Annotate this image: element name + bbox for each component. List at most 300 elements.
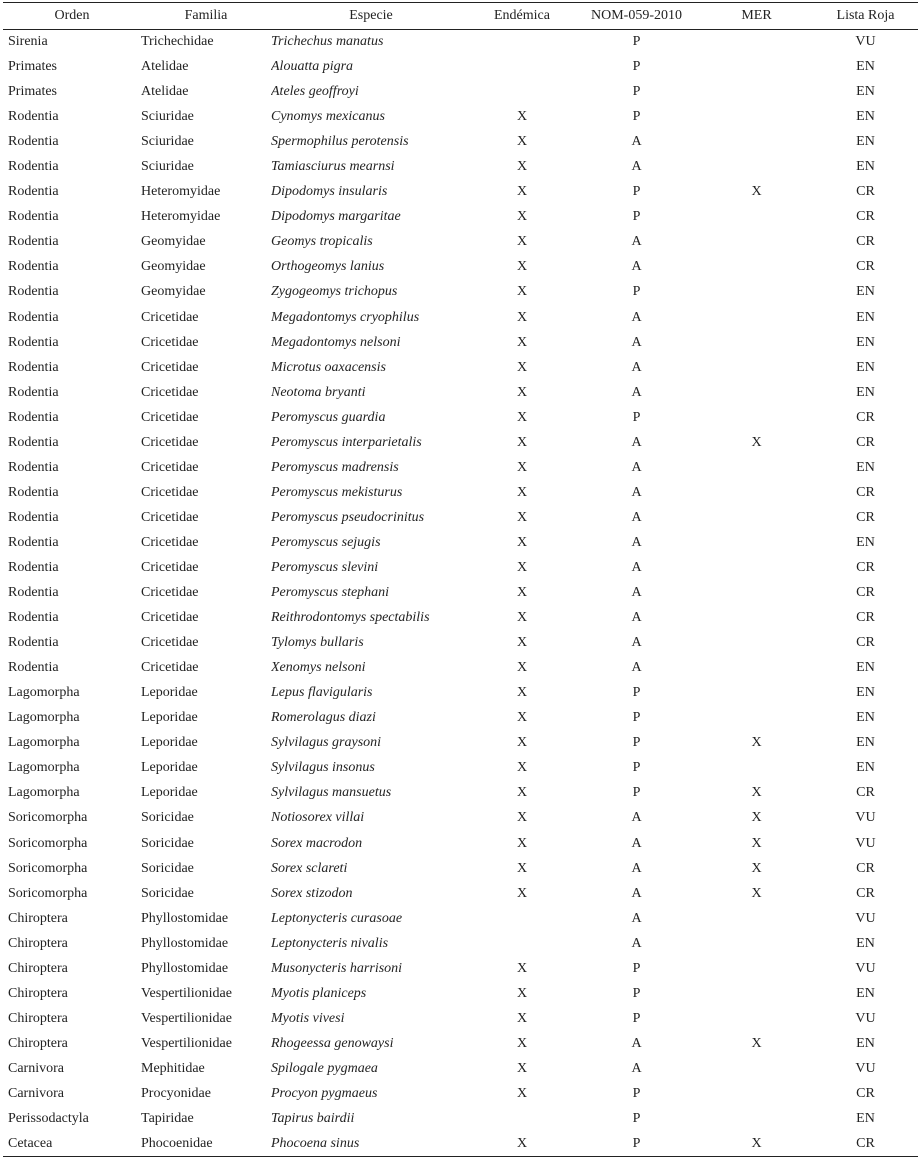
- orden-cell: Chiroptera: [8, 1010, 68, 1026]
- mer-cell: [700, 55, 813, 80]
- lista-roja-cell: VU: [855, 1060, 876, 1076]
- nom-cell: A: [631, 484, 642, 500]
- table-row: [3, 831, 918, 856]
- orden-cell: Rodentia: [8, 184, 59, 200]
- table-row: [3, 205, 918, 230]
- lista-roja-cell: EN: [856, 359, 875, 375]
- lista-roja-cell: EN: [856, 685, 875, 701]
- endemica-cell: X: [516, 810, 528, 826]
- lista-roja-cell: EN: [856, 534, 875, 550]
- mer-cell: [700, 505, 813, 530]
- endemica-cell: X: [516, 459, 528, 475]
- header-row: [3, 3, 918, 30]
- familia-cell: Cricetidae: [141, 610, 199, 626]
- mer-cell: [700, 681, 813, 706]
- familia-cell: Soricidae: [141, 885, 194, 901]
- familia-cell: Geomyidae: [141, 234, 206, 250]
- nom-cell: P: [632, 34, 641, 50]
- table-row: [3, 355, 918, 380]
- especie-cell: Rhogeessa genowaysi: [271, 1035, 394, 1051]
- table-row: [3, 430, 918, 455]
- orden-cell: Lagomorpha: [8, 785, 80, 801]
- endemica-cell: X: [516, 610, 528, 626]
- especie-cell: Zygogeomys trichopus: [271, 284, 398, 300]
- lista-roja-cell: EN: [856, 159, 875, 175]
- endemica-cell: X: [516, 134, 528, 150]
- endemica-cell: [471, 1107, 573, 1132]
- mer-cell: [700, 1081, 813, 1106]
- orden-cell: Rodentia: [8, 509, 59, 525]
- lista-roja-cell: EN: [856, 1035, 875, 1051]
- nom-cell: P: [632, 109, 641, 125]
- endemica-cell: X: [516, 885, 528, 901]
- especie-cell: Sylvilagus insonus: [271, 760, 375, 776]
- orden-cell: Rodentia: [8, 284, 59, 300]
- especie-cell: Leptonycteris nivalis: [271, 935, 389, 951]
- nom-cell: P: [632, 184, 641, 200]
- table-row: [3, 706, 918, 731]
- especie-cell: Xenomys nelsoni: [271, 660, 366, 676]
- lista-roja-cell: CR: [856, 885, 875, 901]
- especie-cell: Sylvilagus mansuetus: [271, 785, 392, 801]
- nom-cell: A: [631, 534, 642, 550]
- lista-roja-cell: EN: [856, 284, 875, 300]
- nom-cell: P: [632, 209, 641, 225]
- especie-cell: Sylvilagus graysoni: [271, 735, 382, 751]
- orden-cell: Soricomorpha: [8, 810, 88, 826]
- header-mer: MER: [700, 3, 813, 30]
- especie-cell: Phocoena sinus: [271, 1132, 471, 1157]
- endemica-cell: X: [516, 434, 528, 450]
- mer-cell: [700, 706, 813, 731]
- table-row: [3, 80, 918, 105]
- lista-roja-cell: EN: [856, 935, 875, 951]
- nom-cell: P: [632, 59, 641, 75]
- orden-cell: Rodentia: [8, 560, 59, 575]
- orden-cell: Soricomorpha: [8, 860, 88, 876]
- mer-cell: [700, 931, 813, 956]
- familia-cell: Cricetidae: [141, 484, 199, 500]
- especie-cell: Tylomys bullaris: [271, 635, 364, 651]
- familia-cell: Cricetidae: [141, 635, 199, 651]
- familia-cell: Leporidae: [141, 735, 198, 751]
- lista-roja-cell: CR: [856, 209, 875, 225]
- nom-cell: A: [631, 560, 642, 575]
- orden-cell: Cetacea: [3, 1132, 141, 1157]
- mer-cell: [700, 280, 813, 305]
- lista-roja-cell: CR: [856, 1085, 875, 1101]
- lista-roja-cell: VU: [855, 1010, 876, 1026]
- lista-roja-cell: CR: [856, 184, 875, 200]
- nom-cell: P: [632, 960, 641, 976]
- familia-cell: Tapiridae: [141, 1111, 194, 1127]
- orden-cell: Rodentia: [8, 635, 59, 651]
- orden-cell: Chiroptera: [8, 960, 68, 976]
- endemica-cell: X: [516, 635, 528, 651]
- table-row: [3, 480, 918, 505]
- orden-cell: Rodentia: [8, 409, 59, 425]
- mer-cell: [700, 380, 813, 405]
- table-row: [3, 380, 918, 405]
- table-row: [3, 781, 918, 806]
- lista-roja-cell: CR: [856, 234, 875, 250]
- endemica-cell: X: [516, 334, 528, 350]
- orden-cell: Rodentia: [8, 384, 59, 400]
- familia-cell: Cricetidae: [141, 459, 199, 475]
- mer-cell: [700, 30, 813, 55]
- header-endemica: Endémica: [471, 3, 573, 30]
- lista-roja-cell: EN: [856, 309, 875, 325]
- familia-cell: Soricidae: [141, 810, 194, 826]
- nom-cell: P: [632, 985, 641, 1001]
- table-row: [3, 731, 918, 756]
- table-row: [3, 55, 918, 80]
- table-row: [3, 681, 918, 706]
- table-row: [3, 1056, 918, 1081]
- lista-roja-cell: CR: [856, 509, 875, 525]
- mer-cell: [700, 530, 813, 555]
- orden-cell: Rodentia: [8, 209, 59, 225]
- endemica-cell: [471, 80, 573, 105]
- table-row: [3, 105, 918, 130]
- table-row: [3, 455, 918, 480]
- endemica-cell: [471, 55, 573, 80]
- nom-cell: A: [631, 835, 642, 851]
- familia-cell: Sciuridae: [141, 109, 194, 125]
- familia-cell: Leporidae: [141, 685, 198, 701]
- lista-roja-cell: EN: [856, 334, 875, 350]
- familia-cell: Vespertilionidae: [141, 985, 232, 1001]
- orden-cell: Rodentia: [8, 434, 59, 450]
- especie-cell: Peromyscus interparietalis: [271, 434, 422, 450]
- orden-cell: Rodentia: [8, 484, 59, 500]
- nom-cell: A: [631, 885, 642, 901]
- mer-cell: [700, 230, 813, 255]
- lista-roja-cell: EN: [856, 134, 875, 150]
- mer-cell: [700, 105, 813, 130]
- mer-cell: [700, 606, 813, 631]
- familia-cell: Leporidae: [141, 760, 198, 776]
- orden-cell: Rodentia: [8, 459, 59, 475]
- endemica-cell: X: [516, 384, 528, 400]
- orden-cell: Chiroptera: [8, 910, 68, 926]
- header-nom-059-2010: NOM-059-2010: [573, 3, 700, 30]
- table-row: [3, 255, 918, 280]
- especie-cell: Procyon pygmaeus: [271, 1085, 378, 1101]
- nom-cell: P: [632, 735, 641, 751]
- endemica-cell: X: [516, 585, 528, 601]
- endemica-cell: X: [516, 234, 528, 250]
- mer-cell: [700, 405, 813, 430]
- table-row: [3, 155, 918, 180]
- orden-cell: Sirenia: [8, 34, 48, 50]
- orden-cell: Rodentia: [8, 259, 59, 275]
- lista-roja-cell: EN: [856, 384, 875, 400]
- endemica-cell: X: [471, 1132, 573, 1157]
- nom-cell: A: [631, 860, 642, 876]
- especie-cell: Geomys tropicalis: [271, 234, 373, 250]
- lista-roja-cell: EN: [856, 109, 875, 125]
- endemica-cell: X: [516, 860, 528, 876]
- table-row: [3, 230, 918, 255]
- mer-cell: [700, 480, 813, 505]
- especie-cell: Tapirus bairdii: [271, 1111, 355, 1127]
- especie-cell: Peromyscus mekisturus: [271, 484, 403, 500]
- nom-cell: A: [631, 1060, 642, 1076]
- familia-cell: Atelidae: [141, 84, 189, 100]
- familia-cell: Cricetidae: [141, 359, 199, 375]
- orden-cell: Lagomorpha: [8, 735, 80, 751]
- familia-cell: Phyllostomidae: [141, 935, 229, 951]
- mer-cell: [700, 1107, 813, 1132]
- mer-cell: [700, 631, 813, 656]
- orden-cell: Rodentia: [8, 109, 59, 125]
- nom-cell: P: [632, 685, 641, 701]
- mer-cell: X: [751, 835, 762, 851]
- especie-cell: Sorex macrodon: [271, 835, 363, 851]
- lista-roja-cell: VU: [855, 34, 876, 50]
- nom-cell: A: [631, 585, 642, 601]
- table-row: [3, 180, 918, 205]
- table-row: [3, 330, 918, 355]
- lista-roja-cell: CR: [856, 259, 875, 275]
- nom-cell: P: [632, 1085, 641, 1101]
- orden-cell: Lagomorpha: [8, 760, 80, 776]
- familia-cell: Cricetidae: [141, 534, 199, 550]
- especie-cell: Leptonycteris curasoae: [271, 910, 403, 926]
- nom-cell: A: [631, 309, 642, 325]
- familia-cell: Soricidae: [141, 860, 194, 876]
- familia-cell: Cricetidae: [141, 660, 199, 676]
- especie-cell: Peromyscus madrensis: [271, 459, 399, 475]
- familia-cell: Leporidae: [141, 785, 198, 801]
- nom-cell: A: [631, 810, 642, 826]
- especie-cell: Spermophilus perotensis: [271, 134, 409, 150]
- mer-cell: [700, 130, 813, 155]
- mer-cell: [700, 155, 813, 180]
- lista-roja-cell: EN: [856, 59, 875, 75]
- nom-cell: A: [631, 334, 642, 350]
- familia-cell: Cricetidae: [141, 384, 199, 400]
- table-row: [3, 756, 918, 781]
- endemica-cell: X: [516, 785, 528, 801]
- endemica-cell: X: [516, 534, 528, 550]
- lista-roja-cell: EN: [856, 710, 875, 726]
- table-row: [3, 1081, 918, 1106]
- familia-cell: Heteromyidae: [141, 209, 221, 225]
- nom-cell: P: [573, 1132, 700, 1157]
- nom-cell: A: [631, 384, 642, 400]
- mer-cell: [700, 80, 813, 105]
- lista-roja-cell: CR: [856, 610, 875, 626]
- especie-cell: Dipodomys insularis: [271, 184, 388, 200]
- familia-cell: Cricetidae: [141, 309, 199, 325]
- nom-cell: A: [631, 1035, 642, 1051]
- especie-cell: Spilogale pygmaea: [271, 1060, 378, 1076]
- nom-cell: P: [632, 1111, 641, 1127]
- especie-cell: Romerolagus diazi: [271, 710, 376, 726]
- mer-cell: [700, 956, 813, 981]
- nom-cell: P: [632, 84, 641, 100]
- mer-cell: X: [751, 735, 762, 751]
- familia-cell: Soricidae: [141, 835, 194, 851]
- table-row: [3, 856, 918, 881]
- especie-cell: Dipodomys margaritae: [271, 209, 401, 225]
- endemica-cell: X: [516, 685, 528, 701]
- familia-cell: Cricetidae: [141, 334, 199, 350]
- familia-cell: Geomyidae: [141, 259, 206, 275]
- orden-cell: Rodentia: [8, 334, 59, 350]
- table-row: [3, 606, 918, 631]
- especie-cell: Myotis vivesi: [271, 1010, 345, 1026]
- especie-cell: Reithrodontomys spectabilis: [271, 610, 430, 626]
- orden-cell: Perissodactyla: [8, 1111, 89, 1127]
- mer-cell: [700, 581, 813, 606]
- nom-cell: P: [632, 284, 641, 300]
- species-table: [3, 2, 918, 1157]
- mer-cell: X: [751, 885, 762, 901]
- table-row: [3, 881, 918, 906]
- endemica-cell: X: [516, 184, 528, 200]
- nom-cell: A: [631, 459, 642, 475]
- nom-cell: P: [632, 1010, 641, 1026]
- endemica-cell: [471, 30, 573, 55]
- lista-roja-cell: CR: [813, 1132, 918, 1157]
- endemica-cell: X: [516, 409, 528, 425]
- mer-cell: [700, 1006, 813, 1031]
- nom-cell: A: [631, 134, 642, 150]
- mer-cell: X: [700, 1132, 813, 1157]
- familia-cell: Cricetidae: [141, 560, 199, 575]
- table-row: [3, 1031, 918, 1056]
- especie-cell: Peromyscus pseudocrinitus: [271, 509, 425, 525]
- nom-cell: P: [632, 760, 641, 776]
- mer-cell: [700, 981, 813, 1006]
- endemica-cell: [471, 931, 573, 956]
- mer-cell: X: [751, 184, 762, 200]
- table-row: [3, 931, 918, 956]
- table-row: [3, 305, 918, 330]
- familia-cell: Phyllostomidae: [141, 960, 229, 976]
- endemica-cell: X: [516, 509, 528, 525]
- mer-cell: [700, 656, 813, 681]
- especie-cell: Megadontomys cryophilus: [271, 309, 420, 325]
- lista-roja-cell: CR: [856, 785, 875, 801]
- mer-cell: X: [751, 434, 762, 450]
- orden-cell: Rodentia: [8, 134, 59, 150]
- familia-cell: Vespertilionidae: [141, 1010, 232, 1026]
- familia-cell: Vespertilionidae: [141, 1035, 232, 1051]
- mer-cell: X: [751, 810, 762, 826]
- table-row: [3, 30, 918, 55]
- familia-cell: Cricetidae: [141, 434, 199, 450]
- orden-cell: Rodentia: [8, 660, 59, 676]
- mer-cell: X: [751, 785, 762, 801]
- orden-cell: Rodentia: [8, 610, 59, 626]
- endemica-cell: X: [516, 109, 528, 125]
- nom-cell: A: [631, 359, 642, 375]
- endemica-cell: X: [516, 985, 528, 1001]
- endemica-cell: X: [516, 209, 528, 225]
- especie-cell: Alouatta pigra: [271, 59, 354, 75]
- lista-roja-cell: EN: [856, 985, 875, 1001]
- familia-cell: Cricetidae: [141, 409, 199, 425]
- orden-cell: Lagomorpha: [8, 710, 80, 726]
- familia-cell: Sciuridae: [141, 134, 194, 150]
- header-familia: Familia: [141, 3, 271, 30]
- table-row: [3, 656, 918, 681]
- lista-roja-cell: EN: [856, 735, 875, 751]
- mer-cell: [700, 305, 813, 330]
- lista-roja-cell: EN: [856, 1111, 875, 1127]
- lista-roja-cell: VU: [855, 835, 876, 851]
- table-row: [3, 555, 918, 580]
- mer-cell: [700, 255, 813, 280]
- lista-roja-cell: CR: [856, 434, 875, 450]
- especie-cell: Sorex sclareti: [271, 860, 348, 876]
- header-lista-roja: Lista Roja: [813, 3, 918, 30]
- especie-cell: Tamiasciurus mearnsi: [271, 159, 395, 175]
- mer-cell: [700, 555, 813, 580]
- especie-cell: Orthogeomys lanius: [271, 259, 385, 275]
- table-row: [3, 806, 918, 831]
- nom-cell: A: [631, 635, 642, 651]
- lista-roja-cell: CR: [856, 860, 875, 876]
- endemica-cell: X: [516, 1060, 528, 1076]
- especie-cell: Peromyscus slevini: [271, 560, 379, 575]
- familia-cell: Procyonidae: [141, 1085, 211, 1101]
- endemica-cell: X: [516, 960, 528, 976]
- orden-cell: Chiroptera: [8, 985, 68, 1001]
- lista-roja-cell: EN: [856, 459, 875, 475]
- familia-cell: Leporidae: [141, 710, 198, 726]
- endemica-cell: X: [516, 1035, 528, 1051]
- nom-cell: A: [631, 159, 642, 175]
- orden-cell: Soricomorpha: [8, 885, 88, 901]
- endemica-cell: X: [516, 259, 528, 275]
- endemica-cell: X: [516, 284, 528, 300]
- nom-cell: A: [631, 234, 642, 250]
- mer-cell: [700, 906, 813, 931]
- nom-cell: A: [631, 509, 642, 525]
- orden-cell: Lagomorpha: [8, 685, 80, 701]
- especie-cell: Notiosorex villai: [271, 810, 365, 826]
- familia-cell: Mephitidae: [141, 1060, 205, 1076]
- especie-cell: Musonycteris harrisoni: [271, 960, 403, 976]
- nom-cell: A: [631, 935, 642, 951]
- orden-cell: Carnivora: [8, 1060, 64, 1076]
- nom-cell: A: [631, 610, 642, 626]
- table-row: [3, 906, 918, 931]
- familia-cell: Trichechidae: [141, 34, 214, 50]
- table-row: [3, 1107, 918, 1132]
- table-row: [3, 505, 918, 530]
- especie-cell: Sorex stizodon: [271, 885, 353, 901]
- mer-cell: [700, 355, 813, 380]
- endemica-cell: X: [516, 710, 528, 726]
- endemica-cell: X: [516, 660, 528, 676]
- lista-roja-cell: CR: [856, 585, 875, 601]
- table-row: [3, 981, 918, 1006]
- familia-cell: Atelidae: [141, 59, 189, 75]
- orden-cell: Primates: [8, 59, 57, 75]
- orden-cell: Primates: [8, 84, 57, 100]
- familia-cell: Sciuridae: [141, 159, 194, 175]
- orden-cell: Rodentia: [8, 159, 59, 175]
- lista-roja-cell: CR: [856, 409, 875, 425]
- table-row: [3, 280, 918, 305]
- nom-cell: A: [631, 910, 642, 926]
